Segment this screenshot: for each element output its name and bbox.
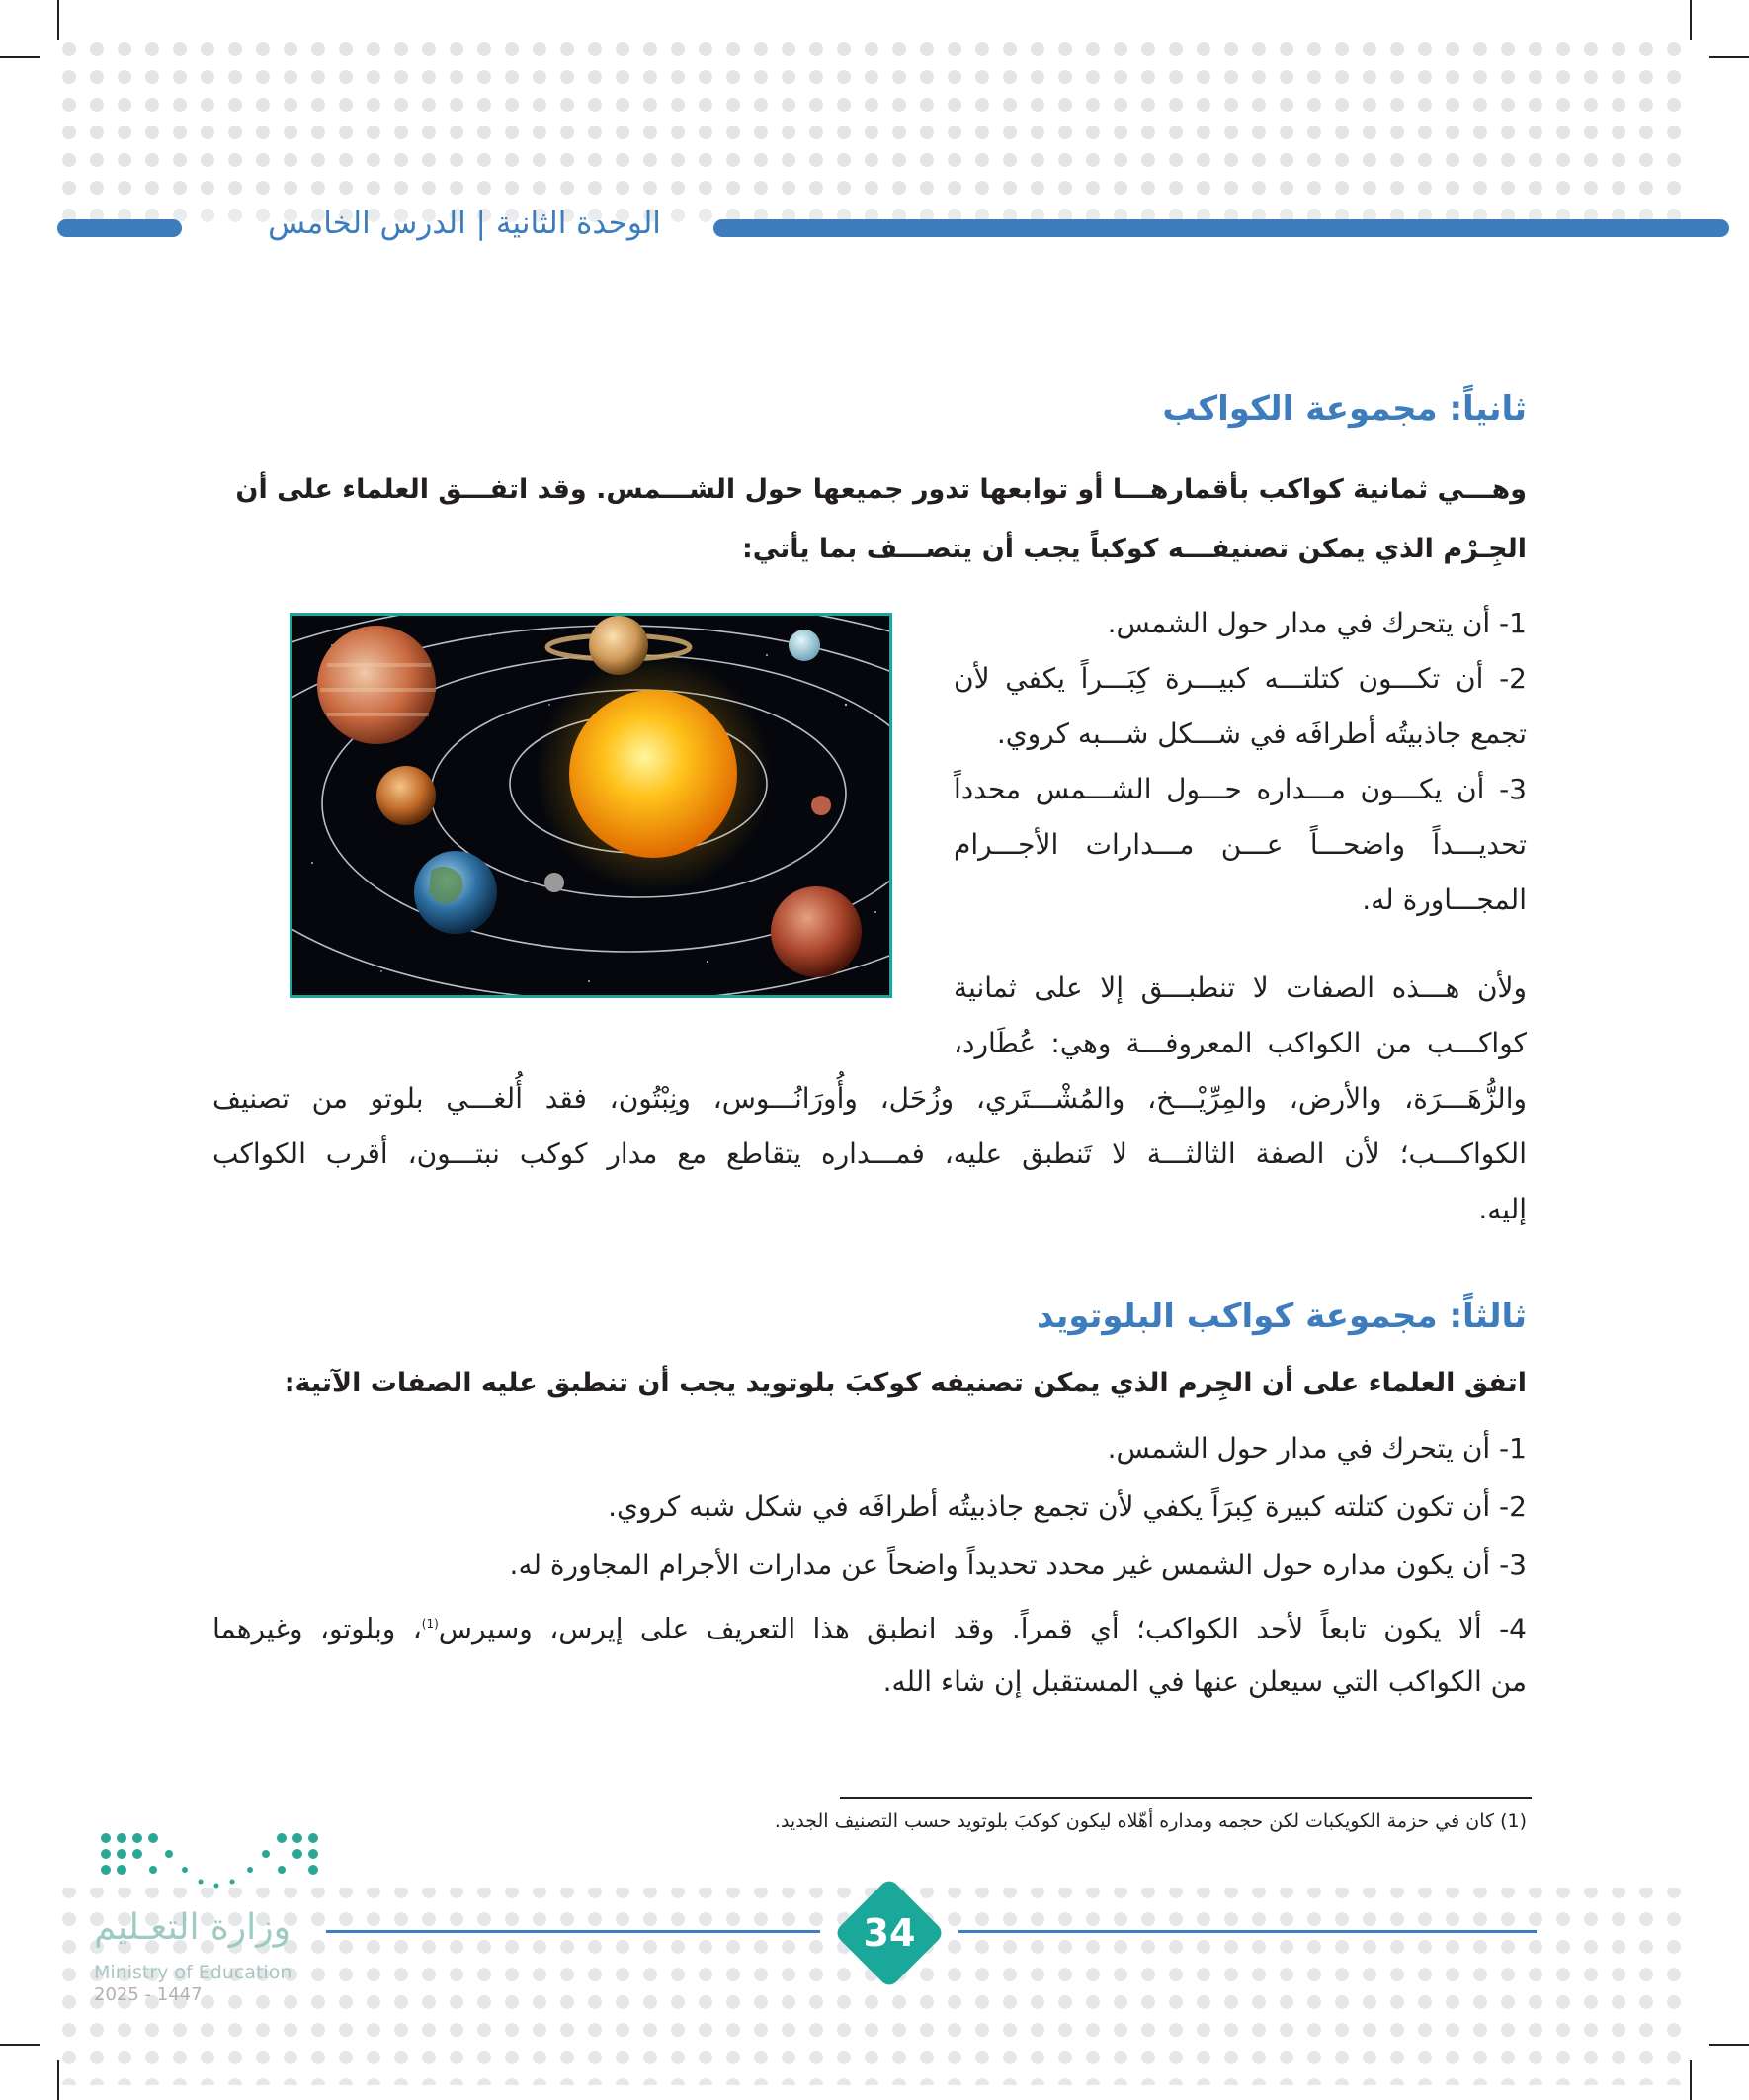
intro-paragraph-plutoids: اتفق العلماء على أن الجِرم الذي يمكن تصنيفه كوكبَ بلوتويد يجب أن تنطبق عليه الصفات الآتية:: [284, 1368, 1527, 1398]
unit-lesson-title: الوحدة الثانية | الدرس الخامس: [268, 206, 661, 241]
page-number: 34: [863, 1911, 916, 1955]
list-item: 3- أن يكـــون مـــداره حـــول الشـــمس محدداً تحديـــداً واضحـــاً عـــن مـــدارات الأجـــرام المجـــاورة له.: [954, 773, 1527, 916]
intro-paragraph-planets: [235, 461, 1527, 579]
header-bar: [713, 219, 1729, 237]
list-item: 1- أن يتحرك في مدار حول الشمس.: [1107, 607, 1527, 639]
footer-line-left: [326, 1930, 820, 1933]
footnote-divider: [840, 1797, 1532, 1799]
planet-criteria-list: [954, 596, 1527, 928]
paragraph-line: كواكـــب من الكواكب المعروفـــة وهي: عُطَارد،: [954, 1027, 1527, 1059]
list-item: 1- أن يتحرك في مدار حول الشمس.: [1107, 1432, 1527, 1465]
ministry-logo-dots: [94, 1826, 321, 1905]
header-bar-small: [57, 219, 182, 237]
list-item-text: ، وبلوتو، وغيرهما: [212, 1612, 422, 1645]
section-heading-planets: ثانياً: مجموعة الكواكب: [1162, 389, 1527, 429]
ministry-name-arabic: وزارة التعـليم: [94, 1907, 291, 1948]
list-item: 2- أن تكـــون كتلتـــه كبيـــرة كِبَـــراً يكفي لأن تجمع جاذبيتُه أطرافَه في شـــكل شـــبه كروي.: [954, 662, 1527, 750]
intro-line: وهـــي ثمانية كواكب بأقمارهـــا أو توابعها تدور جميعها حول الشـــمس. وقد اتفـــق العلماء على أن: [235, 474, 1527, 505]
footnote: (1) كان في حزمة الكويكبات لكن حجمه ومداره أهّلاه ليكون كوكبَ بلوتويد حسب التصنيف الجديد.: [774, 1810, 1527, 1832]
paragraph-line: ولأن هـــذه الصفات لا تنطبـــق إلا على ثمانية: [954, 971, 1527, 1004]
section-heading-plutoids: ثالثاً: مجموعة كواكب البلوتويد: [1036, 1297, 1527, 1336]
list-item-continuation: من الكواكب التي سيعلن عنها في المستقبل إن شاء الله.: [882, 1665, 1527, 1698]
list-item: 2- أن تكون كتلته كبيرة كِبرَاً يكفي لأن تجمع جاذبيتُه أطرافَه في شكل شبه كروي.: [608, 1490, 1527, 1523]
list-item: [212, 1596, 1527, 1656]
paragraph-line: إليه.: [1478, 1193, 1527, 1225]
ministry-name-english: Ministry of Education: [94, 1962, 292, 1983]
footer-line-right: [958, 1930, 1537, 1933]
paragraph-line: والزُّهَـــرَة، والأرض، والمِرِّيْـــخ، والمُشْـــتَري، وزُحَل، وأُورَانُـــوس، ونِبْتُون، فقد أُلغـــي بلوتو من تصنيف: [212, 1082, 1527, 1115]
solar-system-image: [290, 613, 892, 998]
intro-line: الجِـرْم الذي يمكن تصنيفـــه كوكباً يجب أن يتصـــف بما يأتي:: [742, 534, 1527, 564]
edition-year: 2025 - 1447: [94, 1984, 203, 2005]
page-number-badge: [842, 1886, 937, 1980]
paragraph-line: الكواكـــب؛ لأن الصفة الثالثـــة لا تَنطبق عليه، فمـــداره يتقاطع مع مدار كوكب نبتـــون، أقرب الكواكب: [212, 1137, 1527, 1170]
list-item-text: 4- ألا يكون تابعاً لأحد الكواكب؛ أي قمراً. وقد انطبق هذا التعريف على إيرس، وسيرس: [438, 1612, 1527, 1645]
list-item: 3- أن يكون مداره حول الشمس غير محدد تحديداً واضحاً عن مدارات الأجرام المجاورة له.: [509, 1549, 1527, 1581]
footnote-ref: (1): [421, 1617, 439, 1631]
